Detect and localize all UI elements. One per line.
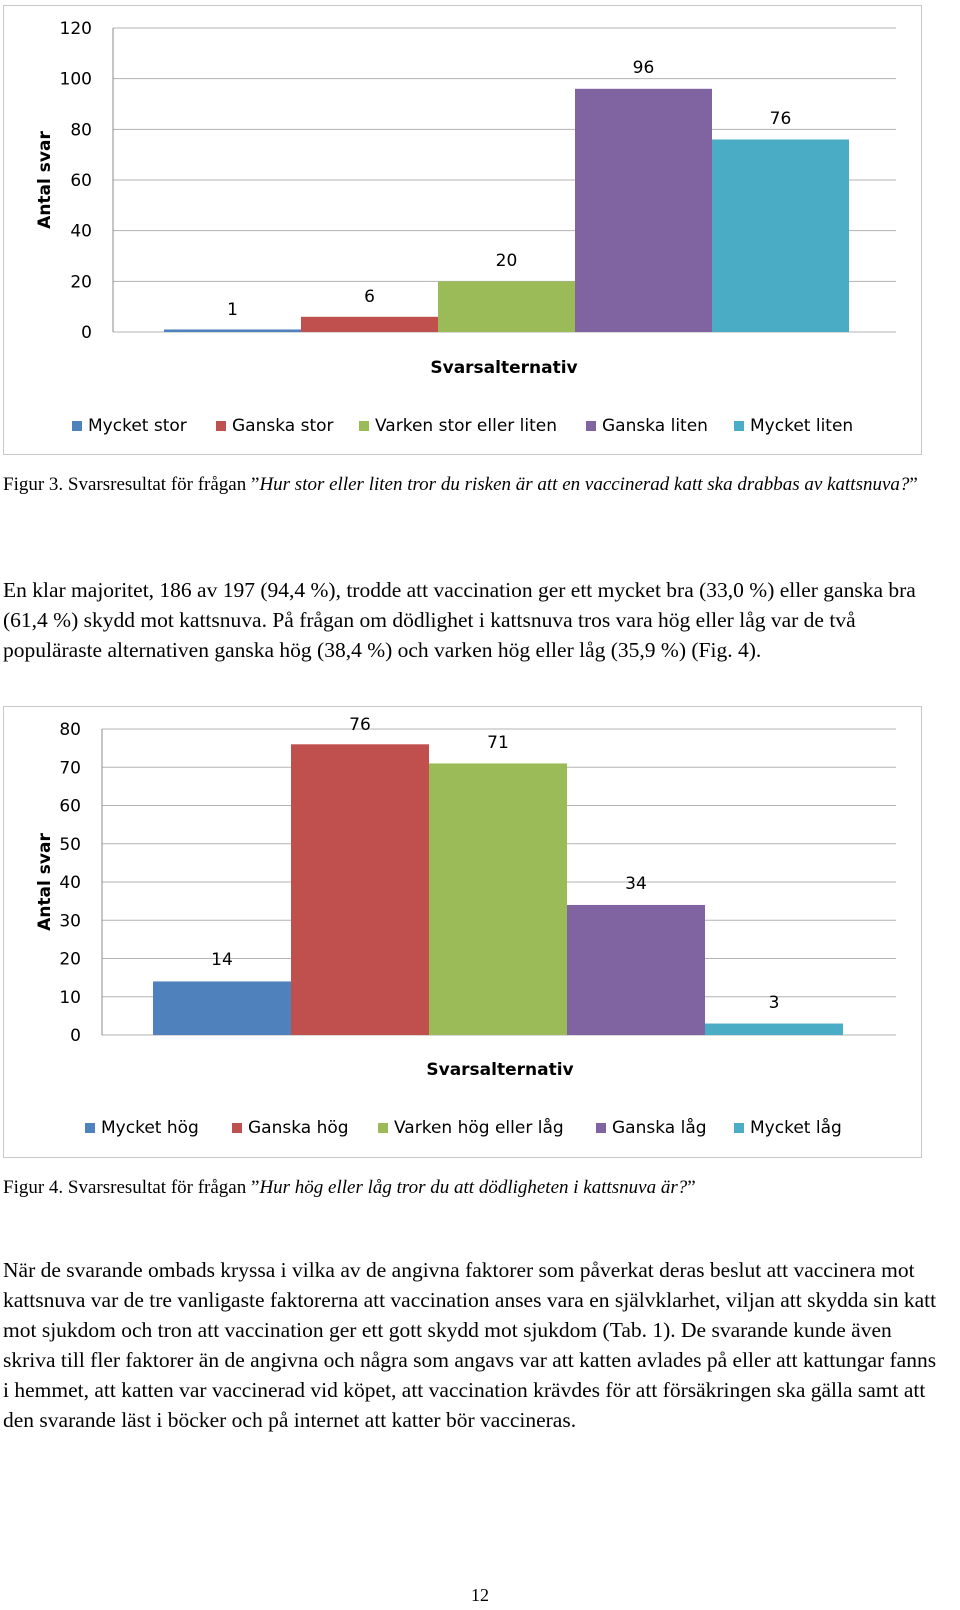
fig3-data-label-3: 20	[495, 251, 518, 271]
fig4-data-label-5: 3	[768, 993, 780, 1013]
fig4-legend-label-1: Mycket hög	[101, 1118, 199, 1138]
fig4-legend-label-2: Ganska hög	[248, 1118, 349, 1138]
fig4-legend-swatch-5	[734, 1123, 744, 1133]
fig3-legend-swatch-3	[359, 421, 369, 431]
fig3-legend-swatch-2	[216, 421, 226, 431]
fig4-legend-label-4: Ganska låg	[612, 1118, 707, 1138]
fig4-y-tick-label: 80	[59, 720, 81, 740]
figure-4-caption-suffix: ”	[687, 1177, 696, 1198]
fig4-bar-5	[705, 1024, 843, 1035]
fig3-x-axis-title: Svarsalternativ	[430, 358, 578, 378]
fig3-bar-4	[575, 89, 712, 332]
fig4-bar-1	[153, 981, 291, 1035]
fig4-bar-4	[567, 905, 705, 1035]
fig3-legend-swatch-5	[734, 421, 744, 431]
fig4-y-axis-title: Antal svar	[35, 833, 55, 931]
fig4-y-tick-label: 40	[59, 873, 81, 893]
fig3-y-tick-label: 120	[59, 19, 92, 39]
fig4-data-label-2: 76	[349, 715, 371, 735]
figure-4-caption	[3, 1176, 938, 1200]
fig3-legend-swatch-1	[72, 421, 82, 431]
fig4-y-tick-label: 20	[59, 949, 81, 970]
figure-4-chart	[3, 706, 922, 1158]
fig3-y-tick-label: 60	[70, 171, 92, 191]
figure-3-chart	[3, 5, 922, 455]
figure-4-caption-prefix: Figur 4. Svarsresultat för frågan ”	[3, 1177, 260, 1198]
fig3-y-tick-label: 20	[70, 272, 92, 293]
fig4-y-tick-label: 50	[59, 834, 81, 855]
fig4-legend-swatch-3	[378, 1123, 388, 1133]
figure-3-caption-prefix: Figur 3. Svarsresultat för frågan ”	[3, 474, 260, 495]
fig3-legend-label-4: Ganska liten	[602, 416, 708, 436]
fig3-bar-1	[164, 329, 301, 332]
fig4-data-label-4: 34	[625, 874, 647, 894]
page-number: 12	[471, 1585, 489, 1605]
fig3-y-axis-title: Antal svar	[35, 131, 55, 229]
figure-3-caption	[3, 473, 938, 497]
fig3-data-label-1: 1	[227, 300, 238, 320]
fig4-y-tick-label: 60	[59, 796, 81, 817]
fig3-legend-label-3: Varken stor eller liten	[375, 416, 558, 436]
fig4-data-label-3: 71	[487, 733, 509, 753]
fig3-data-label-5: 76	[769, 109, 792, 129]
fig4-bar-2	[291, 744, 429, 1035]
fig3-bar-2	[301, 317, 438, 332]
figure-4-caption-question: Hur hög eller låg tror du att dödligheten i kattsnuva är?	[259, 1177, 688, 1198]
fig4-x-axis-title: Svarsalternativ	[426, 1060, 574, 1080]
fig4-y-tick-label: 0	[70, 1026, 81, 1046]
fig3-y-tick-label: 80	[70, 120, 92, 141]
paragraph-2: När de svarande ombads kryssa i vilka av de angivna faktorer som påverkat deras beslut att vaccinera mot kattsnuva var de tre vanligaste faktorerna att vaccination anses vara en självklarhet, viljan att skydda sin katt mot sjukdom och tron att vaccination ger ett gott skydd mot sjukdom (Tab. 1). De svarande kunde även skriva till fler faktorer än de angivna och några som angavs var att katten avlades på eller att kattungar fanns i hemmet, att katten var vaccinerad vid köpet, att vaccination krävdes för att försäkringen ska gälla samt att den svarande läst i böcker och på internet att katter bör vaccineras.	[3, 1258, 937, 1432]
figure-3-caption-question: Hur stor eller liten tror du risken är att en vaccinerad katt ska drabbas av kattsnuva?	[259, 474, 910, 495]
fig3-legend-label-5: Mycket liten	[750, 416, 854, 436]
fig3-legend-label-1: Mycket stor	[88, 416, 187, 436]
figure-3-caption-suffix: ”	[909, 474, 918, 495]
fig3-legend-swatch-4	[586, 421, 596, 431]
figure-3-svg	[4, 6, 921, 454]
fig3-bar-3	[438, 281, 575, 332]
fig4-legend-swatch-1	[85, 1123, 95, 1133]
fig4-legend-label-3: Varken hög eller låg	[394, 1118, 564, 1138]
fig3-y-tick-label: 100	[59, 69, 92, 90]
fig4-legend-swatch-4	[596, 1123, 606, 1133]
fig3-bar-5	[712, 139, 849, 332]
fig4-y-tick-label: 10	[59, 987, 81, 1008]
fig3-legend-label-2: Ganska stor	[232, 416, 334, 436]
fig3-y-tick-label: 40	[70, 221, 92, 242]
fig4-data-label-1: 14	[211, 950, 233, 970]
fig3-data-label-4: 96	[632, 58, 655, 78]
paragraph-1: En klar majoritet, 186 av 197 (94,4 %), trodde att vaccination ger ett mycket bra (33,0 %) eller ganska bra (61,4 %) skydd mot kattsnuva. På frågan om dödlighet i kattsnuva tros vara hög eller låg var de två populäraste alternativen ganska hög (38,4 %) och varken hög eller låg (35,9 %) (Fig. 4).	[3, 578, 916, 662]
fig4-y-tick-label: 70	[59, 758, 81, 779]
fig4-y-tick-label: 30	[59, 911, 81, 932]
fig4-legend-swatch-2	[232, 1123, 242, 1133]
fig4-bar-3	[429, 763, 567, 1035]
fig3-y-tick-label: 0	[81, 323, 92, 343]
fig4-legend-label-5: Mycket låg	[750, 1118, 842, 1138]
fig3-data-label-2: 6	[364, 287, 375, 307]
figure-4-svg	[4, 707, 921, 1157]
